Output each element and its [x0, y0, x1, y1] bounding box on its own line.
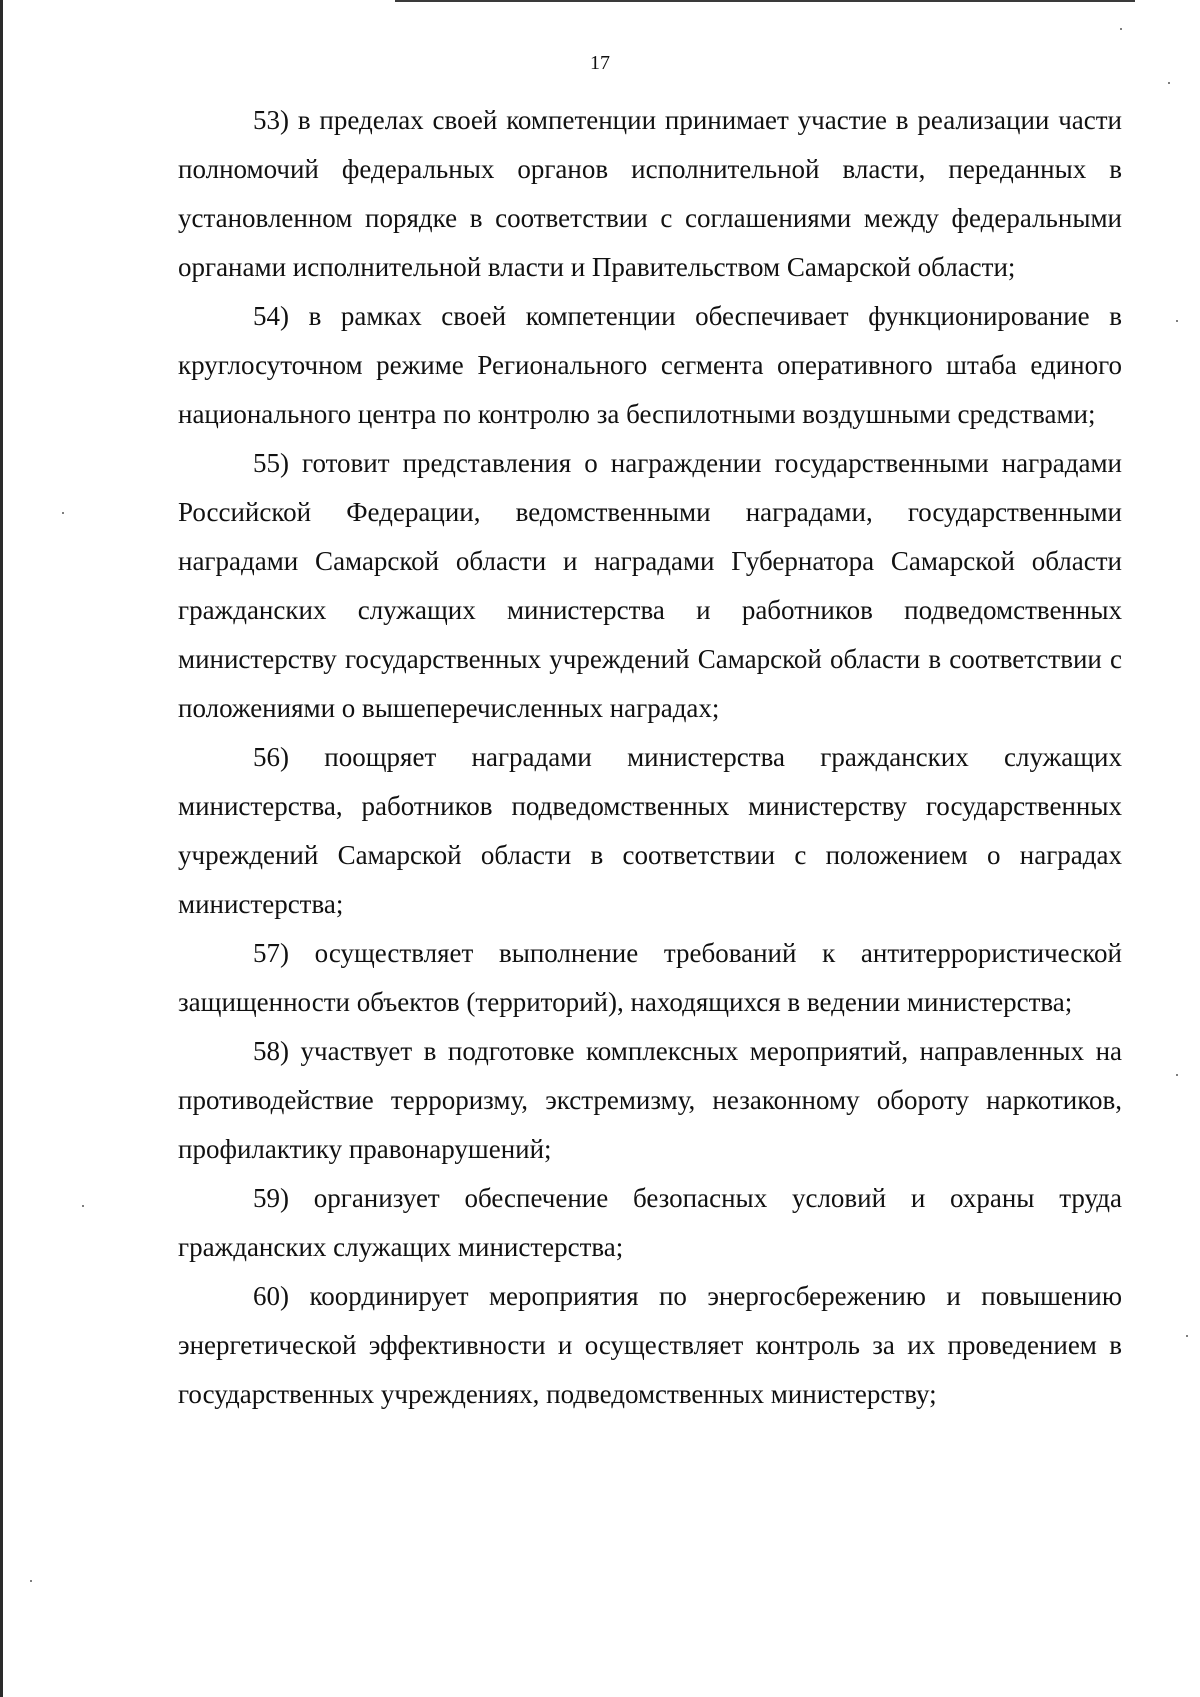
paragraph-57: 57) осуществляет выполнение требований к антитеррористической защищенности объектов (территорий), находящихся в ведении министерства;	[178, 938, 1122, 1017]
scan-border-left	[0, 0, 3, 1697]
paragraph-58: 58) участвует в подготовке комплексных мероприятий, направленных на противодействие терроризму, экстремизму, незаконному обороту наркотиков, профилактику правонарушений;	[178, 1036, 1122, 1164]
paragraph-59: 59) организует обеспечение безопасных условий и охраны труда гражданских служащих министерства;	[178, 1183, 1122, 1262]
paragraph-56: 56) поощряет наградами министерства гражданских служащих министерства, работников подведомственных министерству государственных учреждений Самарской области в соответствии с положением о наградах министерства;	[178, 742, 1122, 919]
scan-speck	[1176, 1074, 1178, 1076]
paragraph-53: 53) в пределах своей компетенции принимает участие в реализации части полномочий федеральных органов исполнительной власти, переданных в установленном порядке в соответствии с соглашениями между федеральными органами исполнительной власти и Правительством Самарской области;	[178, 105, 1122, 282]
scan-speck	[1176, 320, 1178, 322]
scan-speck	[1168, 82, 1170, 84]
scan-border-top	[395, 0, 1135, 2]
paragraph-60: 60) координирует мероприятия по энергосбережению и повышению энергетической эффективности и осуществляет контроль за их проведением в государственных учреждениях, подведомственных министерству;	[178, 1281, 1122, 1409]
document-body	[178, 96, 1122, 1419]
scan-speck	[1120, 28, 1122, 30]
paragraph-54: 54) в рамках своей компетенции обеспечивает функционирование в круглосуточном режиме Регионального сегмента оперативного штаба единого национального центра по контролю за беспилотными воздушными средствами;	[178, 301, 1122, 429]
scan-speck	[82, 1205, 84, 1207]
paragraph-55: 55) готовит представления о награждении государственными наградами Российской Федерации, ведомственными наградами, государственными наградами Самарской области и наградами Губернатора Самарской области гражданских служащих министерства и работников подведомственных министерству государственных учреждений Самарской области в соответствии с положениями о вышеперечисленных наградах;	[178, 448, 1122, 723]
scan-speck	[62, 512, 64, 514]
scan-speck	[30, 1580, 32, 1582]
page-number: 17	[590, 52, 610, 74]
scan-speck	[1186, 1335, 1188, 1337]
